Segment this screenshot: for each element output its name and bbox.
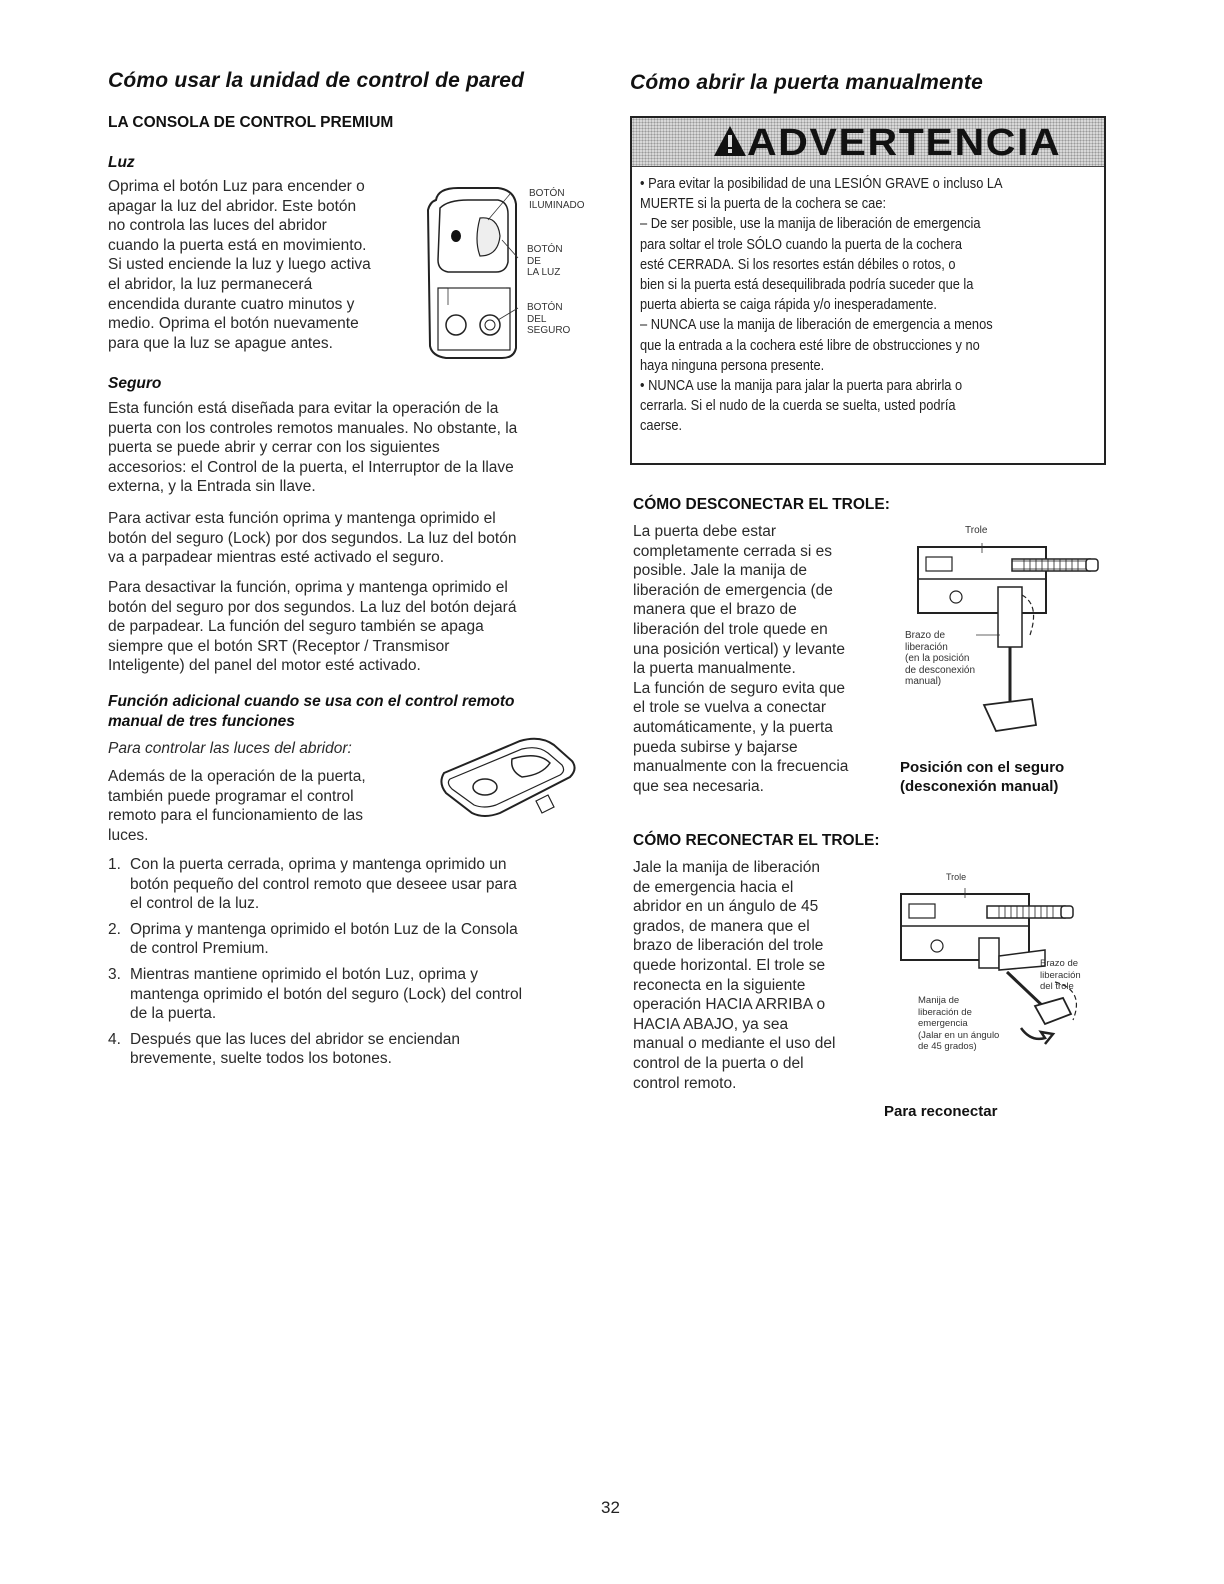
label-boton-seguro: BOTÓN DEL SEGURO (527, 302, 571, 336)
funcion-subheading: Para controlar las luces del abridor: (108, 740, 352, 757)
label-boton-luz: BOTÓN DE LA LUZ (527, 244, 563, 278)
reconnect-caption: Para reconectar (884, 1103, 998, 1120)
console-heading: LA CONSOLA DE CONTROL PREMIUM (108, 114, 394, 131)
warning-banner-text: ADVERTENCIA (747, 122, 1062, 164)
seguro-heading: Seguro (108, 375, 162, 392)
seguro-paragraph-3: Para desactivar la función, oprima y mantenga oprimido el botón del seguro por dos segundos. La luz del botón dejará de parpadear. La función del seguro también se apaga siempre que el botón SRT (Receptor / Transmisor Inteligente) del panel del motor esté activado. (108, 579, 517, 675)
page-number: 32 (601, 1498, 620, 1517)
step-item: 2. Oprima y mantenga oprimido el botón Luz de la Consola de control Premium. (108, 920, 518, 958)
warning-box (630, 116, 1106, 465)
light-indicator-icon (451, 230, 461, 242)
seguro-paragraph-1: Esta función está diseñada para evitar la operación de la puerta con los controles remotos manuales. No obstante, la puerta se puede abrir y cerrar con los siguientes accesorios: el Control de la puerta, el Interruptor de la llave externa, y la Entrada sin llave. (108, 400, 518, 496)
step-item: 1. Con la puerta cerrada, oprima y mantenga oprimido un botón pequeño del control remoto que deseee usar para el control de la luz. (108, 856, 517, 913)
reconectar-paragraph: Jale la manija de liberación de emergencia hacia el abridor en un ángulo de 45 grados, de manera que el brazo de liberación del trole quede horizontal. El trole se reconecta en la siguiente operación HACIA ARRIBA o HACIA ABAJO, ya sea manual o mediante el uso del control de la puerta o del control remoto. (633, 859, 836, 1092)
seguro-paragraph-2: Para activar esta función oprima y mantenga oprimido el botón del seguro (Lock) por dos segundos. La luz del botón va a parpadear mientras esté activado el seguro. (108, 510, 517, 567)
step-item: 4. Después que las luces del abridor se enciendan brevemente, suelte todos los botones. (108, 1030, 461, 1068)
reconnect-label-manija: Manija de liberación de emergencia (Jalar en un ángulo de 45 grados) (918, 995, 1000, 1052)
disconnect-label-trole: Trole (965, 525, 988, 536)
wall-console-illustration (418, 180, 528, 360)
funcion-heading: Función adicional cuando se usa con el control remoto manual de tres funciones (108, 693, 515, 730)
right-section-title: Cómo abrir la puerta manualmente (630, 71, 983, 94)
luz-heading: Luz (108, 154, 135, 171)
desconectar-paragraph: La puerta debe estar completamente cerrada si es posible. Jale la manija de liberación de emergencia (de manera que el brazo de liberación del trole quede en una posición vertical) y levante la puerta manualmente. La función de seguro evita que el trole se vuelva a conectar automáticamente, y la puerta pueda subirse y bajarse manualmente con la frecuencia que sea necesaria. (633, 523, 849, 795)
warning-triangle-icon (712, 124, 748, 158)
pull-arrow-icon (1021, 1028, 1053, 1044)
reconectar-heading: CÓMO RECONECTAR EL TROLE: (633, 832, 880, 849)
reconnect-label-brazo: Brazo de liberación del trole (1040, 958, 1081, 992)
step-item: 3. Mientras mantiene oprimido el botón Luz, oprima y mantenga oprimido el botón del seguro (Lock) del control de la puerta. (108, 965, 523, 1023)
remote-control-illustration (430, 735, 580, 823)
luz-paragraph: Oprima el botón Luz para encender o apagar la luz del abridor. Este botón no controla las luces del abridor cuando la puerta está en movimiento. Si usted enciende la luz y luego activa el abridor, la luz permanecerá encendida durante cuatro minutos y medio. Oprima el botón nuevamente para que la luz se apague antes. (108, 178, 371, 352)
label-boton-iluminado: BOTÓN ILUMINADO (529, 188, 585, 211)
desconectar-heading: CÓMO DESCONECTAR EL TROLE: (633, 496, 890, 513)
disconnect-caption: Posición con el seguro (desconexión manual) (900, 759, 1065, 795)
reconnect-label-trole: Trole (946, 872, 967, 882)
steps-list (108, 855, 588, 1075)
disconnect-label-brazo: Brazo de liberación (en la posición de desconexión manual) (905, 630, 976, 687)
left-section-title: Cómo usar la unidad de control de pared (108, 69, 525, 92)
funcion-paragraph: Además de la operación de la puerta, también puede programar el control remoto para el funcionamiento de las luces. (108, 768, 366, 844)
warning-text: • Para evitar la posibilidad de una LESIÓN GRAVE o incluso LA MUERTE si la puerta de la cochera se cae: – De ser posible, use la manija de liberación de emergencia para soltar el trole SÓLO cuando la puerta de la cochera esté CERRADA. Si los resortes están débiles o rotos, o bien si la puerta está desequilibrada podría suceder que la puerta abierta se caiga rápida y/o inesperadamente. – NUNCA use la manija de liberación de emergencia a menos que la entrada a la cochera esté libre de obstrucciones y no haya ninguna persona presente. • NUNCA use la manija para jalar la puerta para abrirla o cerrarla. Si el nudo de la cuerda se suelta, usted podría caerse. (640, 176, 1003, 435)
remote-button-small-icon (473, 779, 497, 795)
warning-banner (632, 118, 1104, 167)
